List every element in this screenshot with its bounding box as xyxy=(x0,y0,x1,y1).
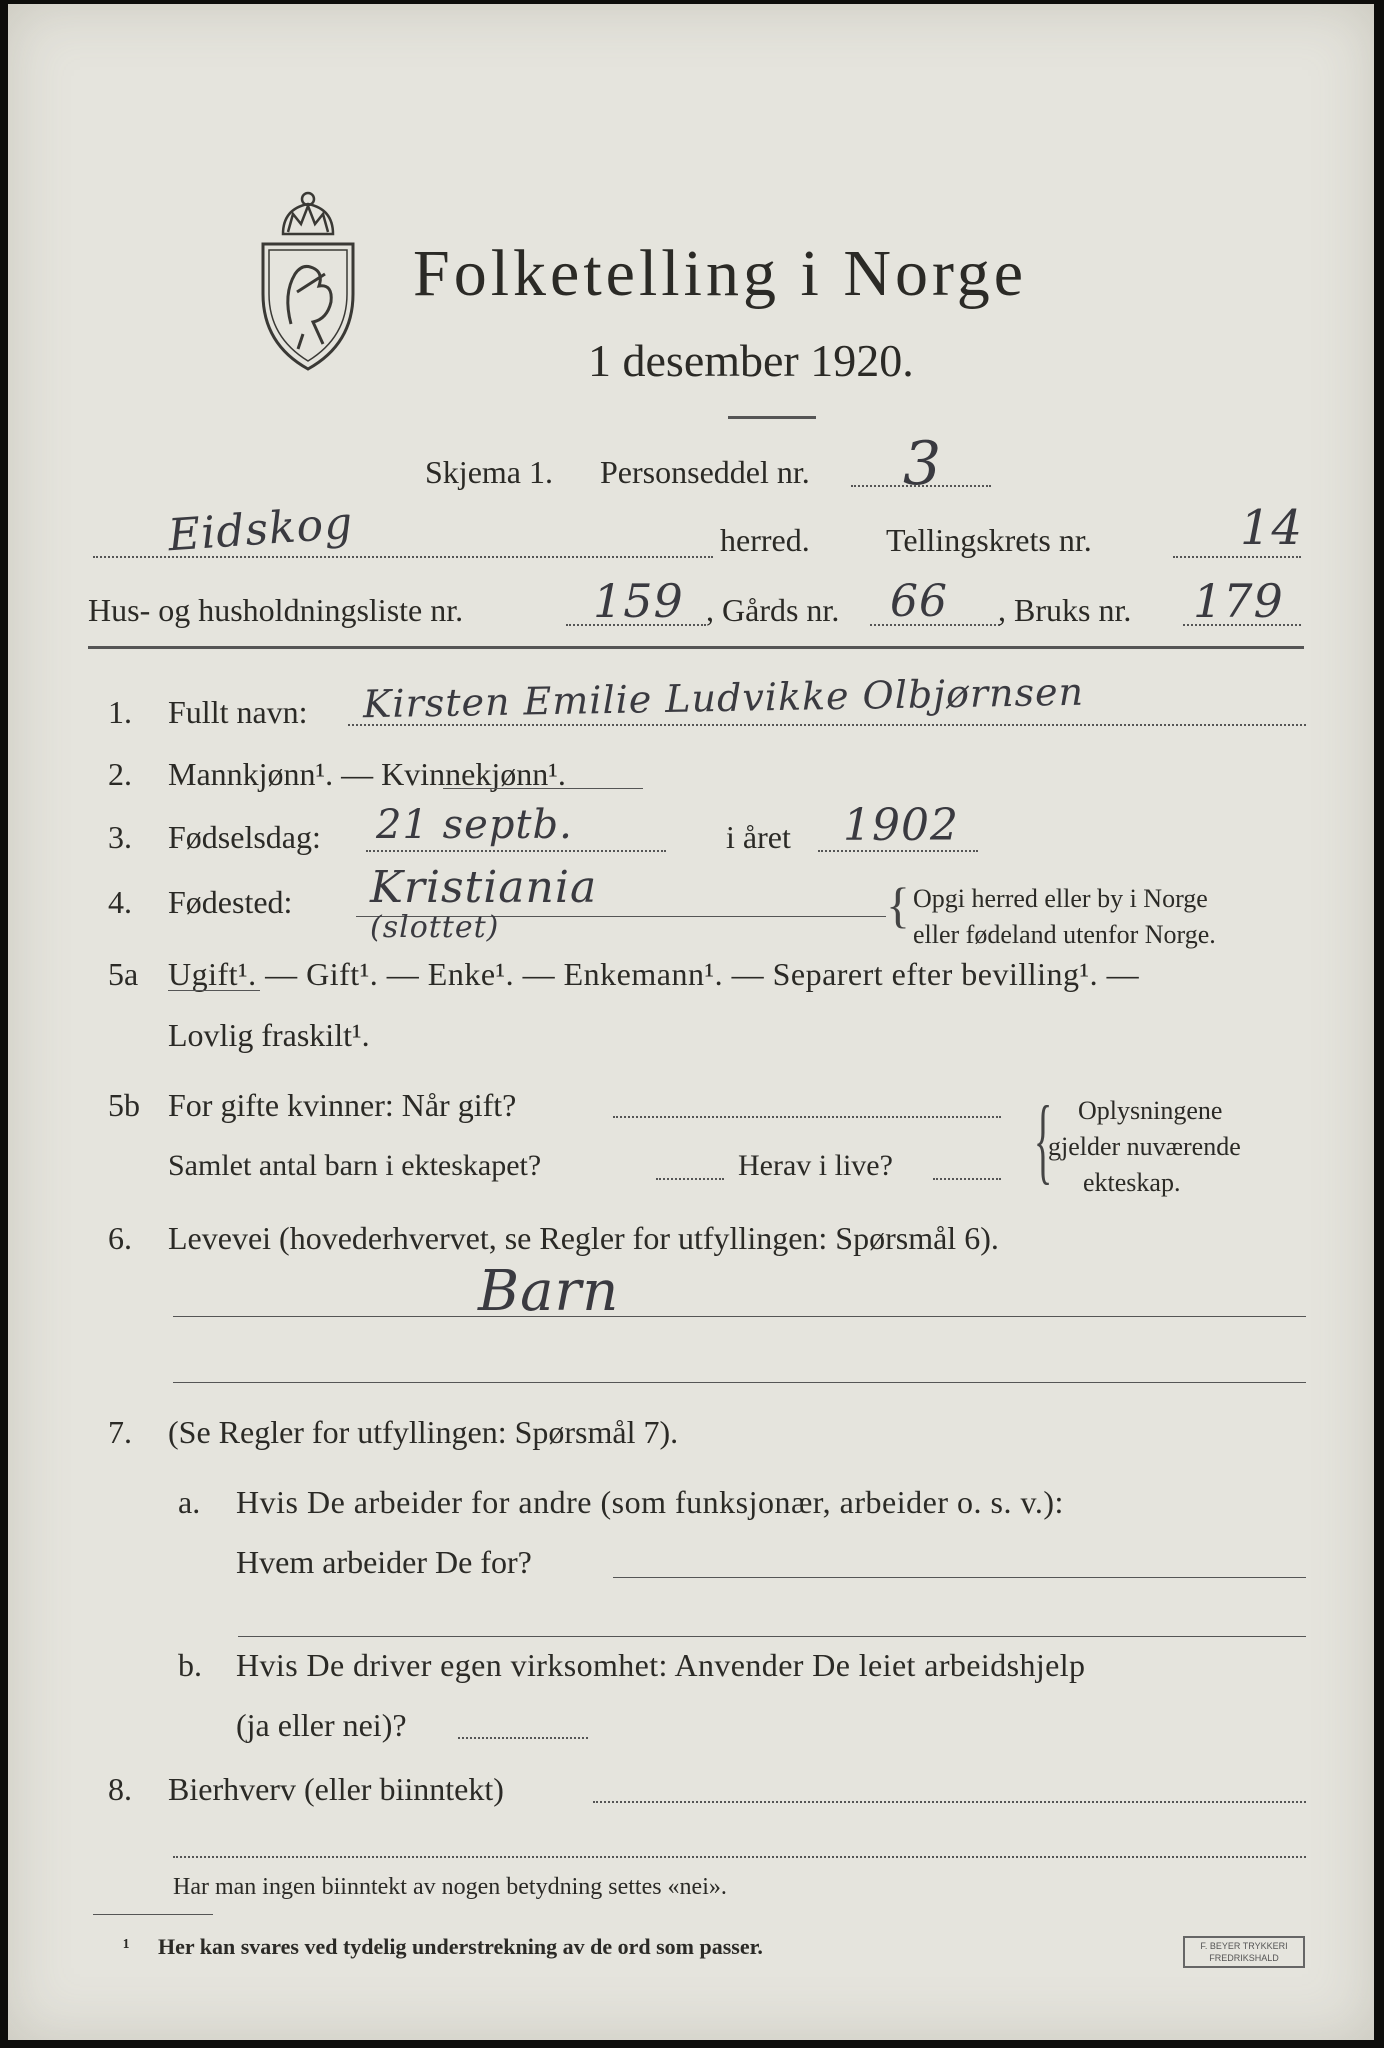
herred-label: herred. xyxy=(720,522,810,558)
header-divider xyxy=(88,646,1304,649)
q1-number: 1. xyxy=(108,694,132,730)
herred-value: Eidskog xyxy=(166,497,355,562)
q7b-line1: Hvis De driver egen virksomhet: Anvender De leiet arbeidshjelp xyxy=(236,1647,1086,1683)
marital-status-options-2: Lovlig fraskilt¹. xyxy=(168,1017,370,1053)
children-alive-label: Herav i live? xyxy=(738,1149,893,1182)
marriage-note-2: gjelder nuværende xyxy=(1048,1132,1241,1161)
q7b-letter: b. xyxy=(178,1647,202,1683)
birthday-value: 21 septb. xyxy=(376,802,573,848)
q8-number: 8. xyxy=(108,1771,132,1807)
census-form: Folketelling i Norge 1 desember 1920. Skjema 1. Personseddel nr. 3 Eidskog herred. Tellingskrets nr. 14 Hus- og husholdningsliste nr. 159 , Gårds nr. 66 , Bruks nr. 179 1. Fullt navn: Kirsten Emilie Ludvikke Olbjørnsen 2. Mannkjønn¹. — Kvinnekjønn¹. 3. Fødselsdag: 21 septb. i året 1902 4. Fødested: Kristiania (slottet) { Opgi herred eller by i Norge eller fødeland utenfor Norge. 5a Ugift¹. — Gift¹. — Enke¹. — Enkemann¹. — Separert efter bevilling¹. — Lovlig fraskilt¹. 5b For gifte kvinner: Når gift? Samlet antal barn i ekteskapet? Herav i live? { Oplysningene gjelder nuværende ekteskap. 6. Levevei (hovederhvervet, se Regler for utfyllingen: Spørsmål 6). Barn 7. (Se Regler for utfyllingen: Spørsmål 7). a. Hvis De arbeider for andre (som funksjonær, arbeider o. s. v.): Hvem arbeider De for? b. Hvis De driver egen virksomhet: Anvender De leiet arbeidshjelp (ja eller nei)? 8. Bierhverv (eller biinntekt) Har man ingen biinntekt av nogen betydning settes «nei». ¹ Her kan svares ved tydelig understrekning av de ord som passer. F. BEYER TRYKKERI FREDRIKSHALD xyxy=(8,4,1374,2040)
bruks-value: 179 xyxy=(1193,574,1284,628)
birthday-field[interactable] xyxy=(366,850,666,852)
occupation-line-2[interactable] xyxy=(173,1382,1306,1383)
husliste-value: 159 xyxy=(593,574,684,628)
gards-value: 66 xyxy=(890,576,948,627)
birth-year-label: i året xyxy=(726,819,791,855)
occupation-value: Barn xyxy=(478,1259,620,1324)
birthplace-hint-1: Opgi herred eller by i Norge xyxy=(913,884,1208,913)
gards-label: , Gårds nr. xyxy=(706,592,840,628)
hired-help-label: (ja eller nei)? xyxy=(236,1707,407,1743)
income-note: Har man ingen biinntekt av nogen betydning settes «nei». xyxy=(173,1874,727,1900)
marriage-note-3: ekteskap. xyxy=(1083,1168,1181,1197)
footnote-text: Her kan svares ved tydelig understrekning av de ord som passer. xyxy=(158,1934,763,1959)
tellingskrets-label: Tellingskrets nr. xyxy=(886,522,1092,558)
side-income-field-2[interactable] xyxy=(173,1856,1306,1858)
full-name-field[interactable] xyxy=(348,724,1306,726)
herred-field[interactable] xyxy=(93,556,713,558)
personseddel-value: 3 xyxy=(903,429,943,499)
q7a-letter: a. xyxy=(178,1484,201,1520)
printer-mark: F. BEYER TRYKKERI FREDRIKSHALD xyxy=(1183,1936,1305,1968)
employer-field-2[interactable] xyxy=(238,1636,1306,1637)
side-income-label: Bierhverv (eller biinntekt) xyxy=(168,1771,504,1807)
children-count-field[interactable] xyxy=(656,1178,724,1180)
birthplace-hint-2: eller fødeland utenfor Norge. xyxy=(913,920,1216,949)
q3-label: Fødselsdag: xyxy=(168,819,321,855)
children-alive-field[interactable] xyxy=(933,1178,1001,1180)
full-name-value: Kirsten Emilie Ludvikke Olbjørnsen xyxy=(362,669,1085,727)
occupation-line-1[interactable] xyxy=(173,1316,1306,1317)
side-income-field[interactable] xyxy=(593,1801,1306,1803)
coat-of-arms-icon xyxy=(253,174,363,374)
occupation-label: Levevei (hovederhvervet, se Regler for utfyllingen: Spørsmål 6). xyxy=(168,1220,999,1256)
q3-number: 3. xyxy=(108,819,132,855)
q4-label: Fødested: xyxy=(168,884,293,920)
q4-number: 4. xyxy=(108,884,132,920)
q7-number: 7. xyxy=(108,1414,132,1450)
birthplace-note: (slottet) xyxy=(370,910,500,945)
sex-underline xyxy=(443,788,643,789)
marriage-note-1: Oplysningene xyxy=(1078,1096,1223,1125)
q7-label: (Se Regler for utfyllingen: Spørsmål 7). xyxy=(168,1414,679,1450)
q6-number: 6. xyxy=(108,1220,132,1256)
personseddel-label: Personseddel nr. xyxy=(600,454,810,490)
married-when-field[interactable] xyxy=(613,1116,1001,1118)
footnote-mark: ¹ xyxy=(123,1934,130,1959)
husliste-label: Hus- og husholdningsliste nr. xyxy=(88,592,464,628)
bruks-label: , Bruks nr. xyxy=(998,592,1132,628)
birth-year-value: 1902 xyxy=(843,800,959,851)
marital-underline xyxy=(168,990,260,991)
census-date: 1 desember 1920. xyxy=(588,335,914,386)
q5b-number: 5b xyxy=(108,1087,140,1123)
q1-label: Fullt navn: xyxy=(168,694,308,730)
footnote-divider xyxy=(93,1914,213,1915)
employer-field[interactable] xyxy=(613,1577,1306,1578)
hired-help-field[interactable] xyxy=(458,1737,588,1739)
q7a-line1: Hvis De arbeider for andre (som funksjonær, arbeider o. s. v.): xyxy=(236,1484,1064,1520)
marital-status-options: Ugift¹. — Gift¹. — Enke¹. — Enkemann¹. — Separert efter bevilling¹. — xyxy=(168,956,1140,992)
schema-label: Skjema 1. xyxy=(425,454,553,490)
children-count-label: Samlet antal barn i ekteskapet? xyxy=(168,1149,542,1182)
tellingskrets-field[interactable] xyxy=(1173,556,1301,558)
sex-options: Mannkjønn¹. — Kvinnekjønn¹. xyxy=(168,756,566,792)
birthplace-value: Kristiania xyxy=(370,862,598,913)
tellingskrets-value: 14 xyxy=(1240,500,1304,556)
married-when-label: For gifte kvinner: Når gift? xyxy=(168,1087,517,1123)
employer-label: Hvem arbeider De for? xyxy=(236,1544,532,1580)
q2-number: 2. xyxy=(108,756,132,792)
form-title: Folketelling i Norge xyxy=(413,237,1028,310)
q5a-number: 5a xyxy=(108,956,139,992)
title-divider xyxy=(728,416,816,419)
